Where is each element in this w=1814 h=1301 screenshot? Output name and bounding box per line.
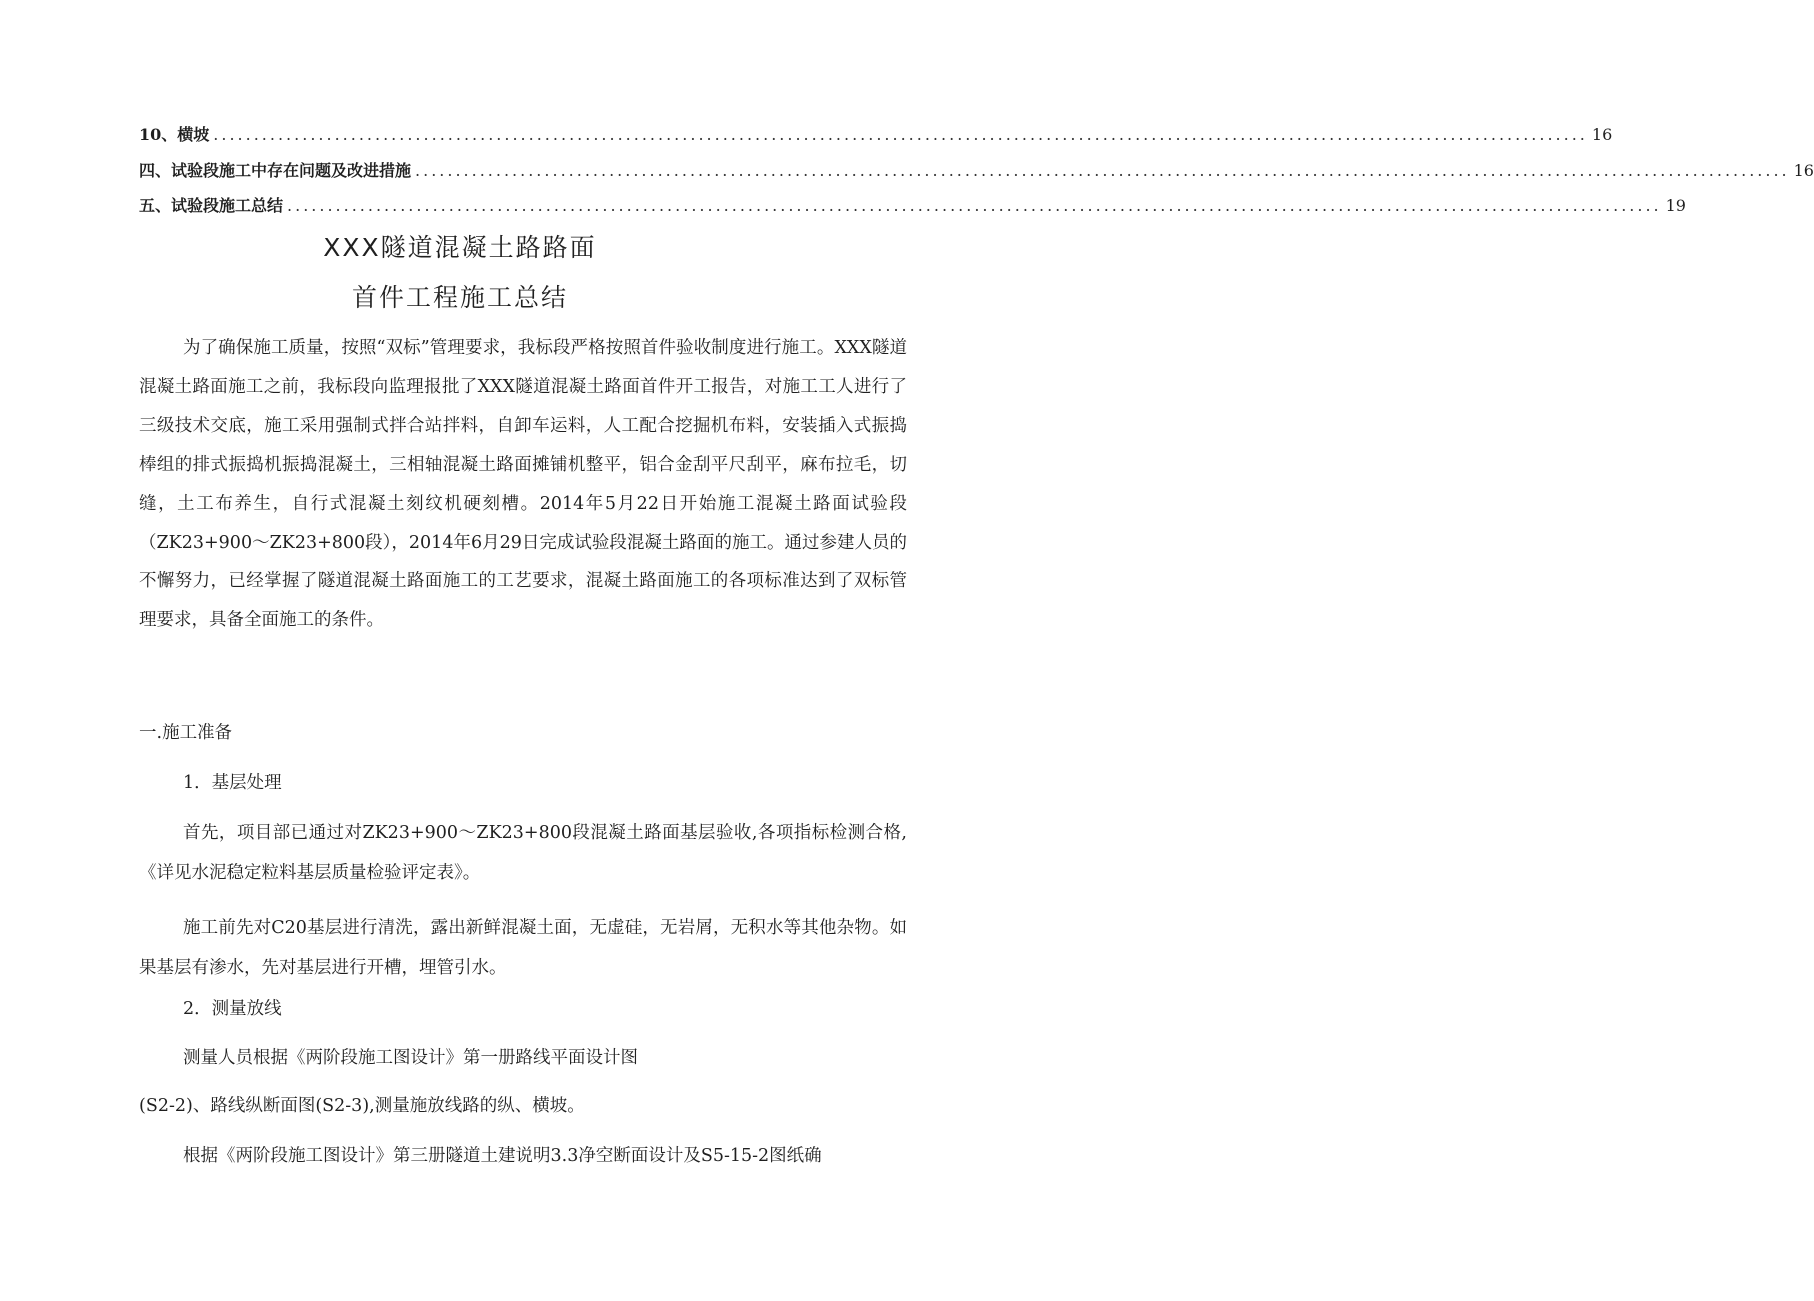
toc-leader-dots: ..........................................................................................................................................................................	[415, 161, 1790, 180]
toc-entry[interactable]	[139, 125, 1613, 145]
intro-paragraph: 为了确保施工质量，按照“双标”管理要求，我标段严格按照首件验收制度进行施工。XXX隧道混凝土路面施工之前，我标段向监理报批了XXX隧道混凝土路面首件开工报告，对施工工人进行了三级技术交底，施工采用强制式拌合站拌料，自卸车运料，人工配合挖掘机布料，安装插入式振捣棒组的排式振捣机振捣混凝土，三相轴混凝土路面摊铺机整平，铝合金刮平尺刮平，麻布拉毛，切缝，土工布养生，自行式混凝土刻纹机硬刻槽。2014年5月22日开始施工混凝土路面试验段（ZK23+900～ZK23+800段），2014年6月29日完成试验段混凝土路面的施工。通过参建人员的不懈努力，已经掌握了隧道混凝土路面施工的工艺要求，混凝土路面施工的各项标准达到了双标管理要求，具备全面施工的条件。	[139, 338, 907, 631]
toc-entry[interactable]	[139, 161, 1814, 181]
toc-entry-page: 16	[1793, 161, 1814, 180]
toc-entry-label: 五、试验段施工总结	[139, 196, 284, 215]
body-paragraph: 施工前先对C20基层进行清洗，露出新鲜混凝土面，无虚硅，无岩屑，无积水等其他杂物。如果基层有渗水，先对基层进行开槽，埋管引水。	[139, 918, 907, 978]
document-title: XXX隧道混凝土路路面	[323, 233, 597, 262]
toc-entry[interactable]	[139, 196, 1686, 216]
toc-entry-label: 四、试验段施工中存在问题及改进措施	[139, 161, 412, 180]
toc-entry-page: 19	[1665, 196, 1686, 215]
subsection-heading: 1．基层处理	[183, 773, 282, 793]
toc-leader-dots: ..........................................................................................................................................................................	[287, 196, 1662, 215]
section-heading: 一.施工准备	[139, 723, 233, 743]
subsection-heading: 2．测量放线	[183, 999, 282, 1019]
toc-entry-label: 10、横坡	[139, 125, 210, 144]
document-subtitle: 首件工程施工总结	[351, 283, 568, 312]
toc-entry-page: 16	[1591, 125, 1613, 144]
body-paragraph: 根据《两阶段施工图设计》第三册隧道土建说明3.3净空断面设计及S5-15-2图纸确	[183, 1146, 822, 1166]
body-paragraph: 首先，项目部已通过对ZK23+900～ZK23+800段混凝土路面基层验收,各项指标检测合格,《详见水泥稳定粒料基层质量检验评定表》。	[139, 823, 907, 883]
body-line: (S2-2)、路线纵断面图(S2-3),测量施放线路的纵、横坡。	[139, 1096, 585, 1116]
body-line: 测量人员根据《两阶段施工图设计》第一册路线平面设计图	[183, 1048, 638, 1068]
toc-leader-dots: ..........................................................................................................................................................................	[213, 125, 1588, 144]
